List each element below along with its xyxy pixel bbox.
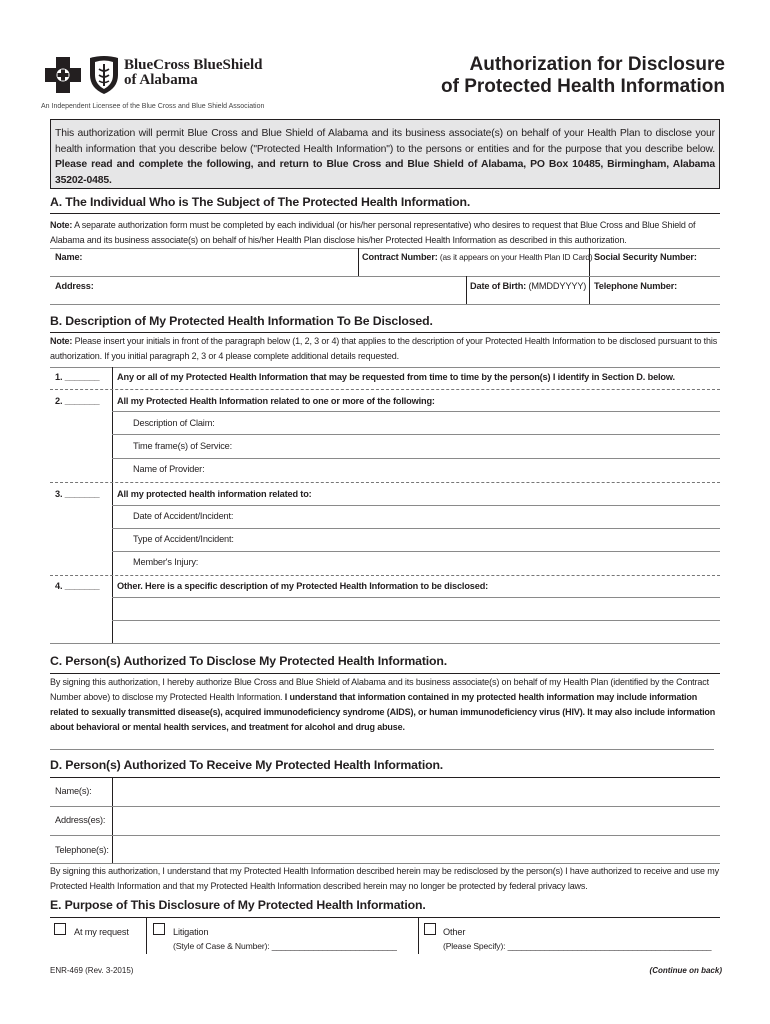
sensitive-info-notice: I understand that information contained in my protected health information may include information related to sexually transmitted disease(s), acquired immunodeficiency syndrome (AIDS), or human immunodeficiency virus (HIV). It may also include information about behavioral or mental health services, and treatment for alcohol and drug abuse. <box>50 692 716 732</box>
section-a-note <box>50 218 720 248</box>
item4-text: Other. Here is a specific description of my Protected Health Information to be disclosed: <box>117 581 489 591</box>
divider <box>112 458 720 459</box>
ssn-label: Social Security Number: <box>594 252 697 262</box>
contract-number-field[interactable] <box>362 264 587 276</box>
divider <box>50 213 720 214</box>
divider <box>50 673 720 674</box>
dob-label-text: Date of Birth: <box>470 281 527 291</box>
divider <box>50 777 720 778</box>
other-label: Other <box>443 927 466 937</box>
divider <box>50 389 720 390</box>
form-title-line1: Authorization for Disclosure <box>469 54 725 75</box>
address-label: Address: <box>55 281 94 291</box>
contract-label-text: Contract Number: <box>362 252 438 262</box>
redisclosure-notice: By signing this authorization, I understand that my Protected Health Information described herein may be redisclosed by the person(s) I have authorized to receive and use my Protected Health Information and that my Protected Health Information described herein may no longer be protected by federal privacy laws. <box>50 866 719 891</box>
claim-description-label: Description of Claim: <box>133 418 215 428</box>
blue-shield-logo-icon <box>87 55 121 95</box>
divider <box>112 505 720 506</box>
section-c-heading: C. Person(s) Authorized To Disclose My Protected Health Information. <box>50 654 448 668</box>
brand-region: of Alabama <box>124 72 198 88</box>
divider <box>50 304 720 305</box>
divider <box>50 575 720 576</box>
section-e-heading: E. Purpose of This Disclosure of My Protected Health Information. <box>50 898 426 912</box>
discloser-signature-line[interactable] <box>50 749 714 750</box>
accident-date-label: Date of Accident/Incident: <box>133 511 234 521</box>
ssn-field[interactable] <box>594 264 719 276</box>
accident-type-label: Type of Accident/Incident: <box>133 534 234 544</box>
authorization-text: By signing this authorization, I hereby authorize Blue Cross and Blue Shield of Alabama and its business associate(s) on behalf of my Health Plan (identified by the Contract Number above) to disclose my Protected Health Information. <box>50 677 709 702</box>
divider <box>50 276 720 277</box>
form-title-line2: of Protected Health Information <box>441 76 725 97</box>
divider <box>466 276 467 304</box>
note-label: Note: <box>50 336 73 346</box>
telephone-label: Telephone Number: <box>594 281 678 291</box>
name-field[interactable] <box>60 262 350 276</box>
at-my-request-checkbox[interactable] <box>54 923 66 935</box>
section-b-note <box>50 334 720 364</box>
section-a-heading: A. The Individual Who is The Subject of The Protected Health Information. <box>50 195 471 209</box>
address-field[interactable] <box>60 291 460 304</box>
note-text: A separate authorization form must be completed by each individual (or his/her personal representative) who desires to request that Blue Cross and Blue Shield of Alabama and its business associate(s) on behalf of his/her Health Plan disclose his/her Protected Health Information as described in this authorization. <box>50 220 696 245</box>
recipient-address-label: Address(es): <box>55 815 106 825</box>
divider <box>50 367 720 368</box>
case-style-field[interactable]: (Style of Case & Number): ___________________________ <box>173 941 397 951</box>
divider <box>112 597 720 598</box>
intro-return-address: Please read and complete the following, and return to Blue Cross and Blue Shield of Alabama, PO Box 10485, Birmingham, Alabama 35202-0485. <box>55 159 715 186</box>
recipient-names-field[interactable] <box>116 779 716 805</box>
divider <box>146 917 147 954</box>
divider <box>112 434 720 435</box>
item3-text: All my protected health information related to: <box>117 489 312 499</box>
divider <box>112 528 720 529</box>
telephone-field[interactable] <box>594 292 719 304</box>
item1-text: Any or all of my Protected Health Information that may be requested from time to time by the person(s) I identify in Section D. below. <box>117 372 675 382</box>
divider <box>50 332 720 333</box>
contract-hint: (as it appears on your Health Plan ID Card) <box>437 252 593 262</box>
divider <box>112 620 720 621</box>
item2-initials[interactable]: 2. _______ <box>55 396 100 406</box>
divider <box>112 777 113 863</box>
name-label: Name: <box>55 252 83 262</box>
dob-hint: (MMDDYYYY) <box>526 281 587 291</box>
divider <box>50 482 720 483</box>
litigation-checkbox[interactable] <box>153 923 165 935</box>
intro-box <box>50 119 720 189</box>
divider <box>112 551 720 552</box>
recipient-address-field[interactable] <box>116 808 716 834</box>
divider <box>50 806 720 807</box>
section-c-text <box>50 675 720 735</box>
note-text: Please insert your initials in front of the paragraph below (1, 2, 3 or 4) that applies to the description of your Protected Health Information to be disclosed pursuant to this authorization. If you initial paragraph 2, 3 or 4 please complete additional details requested. <box>50 336 718 361</box>
item1-initials[interactable]: 1. _______ <box>55 372 100 382</box>
brand-name: BlueCross BlueShield <box>124 57 263 73</box>
other-specify-field[interactable]: (Please Specify): ____________________________________________ <box>443 941 712 951</box>
service-timeframe-label: Time frame(s) of Service: <box>133 441 233 451</box>
recipient-names-label: Name(s): <box>55 786 92 796</box>
item2-text: All my Protected Health Information related to one or more of the following: <box>117 396 435 406</box>
divider <box>418 917 419 954</box>
divider <box>50 917 720 918</box>
provider-name-label: Name of Provider: <box>133 464 205 474</box>
item3-initials[interactable]: 3. _______ <box>55 489 100 499</box>
litigation-label: Litigation <box>173 927 209 937</box>
section-d-heading: D. Person(s) Authorized To Receive My Protected Health Information. <box>50 758 444 772</box>
divider <box>50 248 720 249</box>
dob-field[interactable] <box>470 292 585 304</box>
contract-number-label <box>362 252 593 262</box>
licensee-note: An Independent Licensee of the Blue Cross and Blue Shield Association <box>41 103 265 110</box>
member-injury-label: Member's Injury: <box>133 557 199 567</box>
intro-text: This authorization will permit Blue Cross and Blue Shield of Alabama and its business associate(s) on behalf of your Health Plan to disclose your health information that you describe below ("Protected Health Information") to the persons or entities and for the purpose that you describe below. <box>55 128 715 155</box>
recipient-telephone-field[interactable] <box>116 837 716 862</box>
divider <box>50 835 720 836</box>
continue-note: (Continue on back) <box>649 966 722 975</box>
blue-cross-logo-icon <box>43 55 83 95</box>
divider <box>50 643 720 644</box>
section-b-heading: B. Description of My Protected Health Information To Be Disclosed. <box>50 314 433 328</box>
dob-label <box>470 281 586 291</box>
form-number: ENR-469 (Rev. 3-2015) <box>50 966 134 975</box>
recipient-telephone-label: Telephone(s): <box>55 845 109 855</box>
other-checkbox[interactable] <box>424 923 436 935</box>
divider <box>112 411 720 412</box>
note-label: Note: <box>50 220 73 230</box>
at-my-request-label: At my request <box>74 927 129 937</box>
divider <box>358 248 359 276</box>
item4-initials[interactable]: 4. _______ <box>55 581 100 591</box>
